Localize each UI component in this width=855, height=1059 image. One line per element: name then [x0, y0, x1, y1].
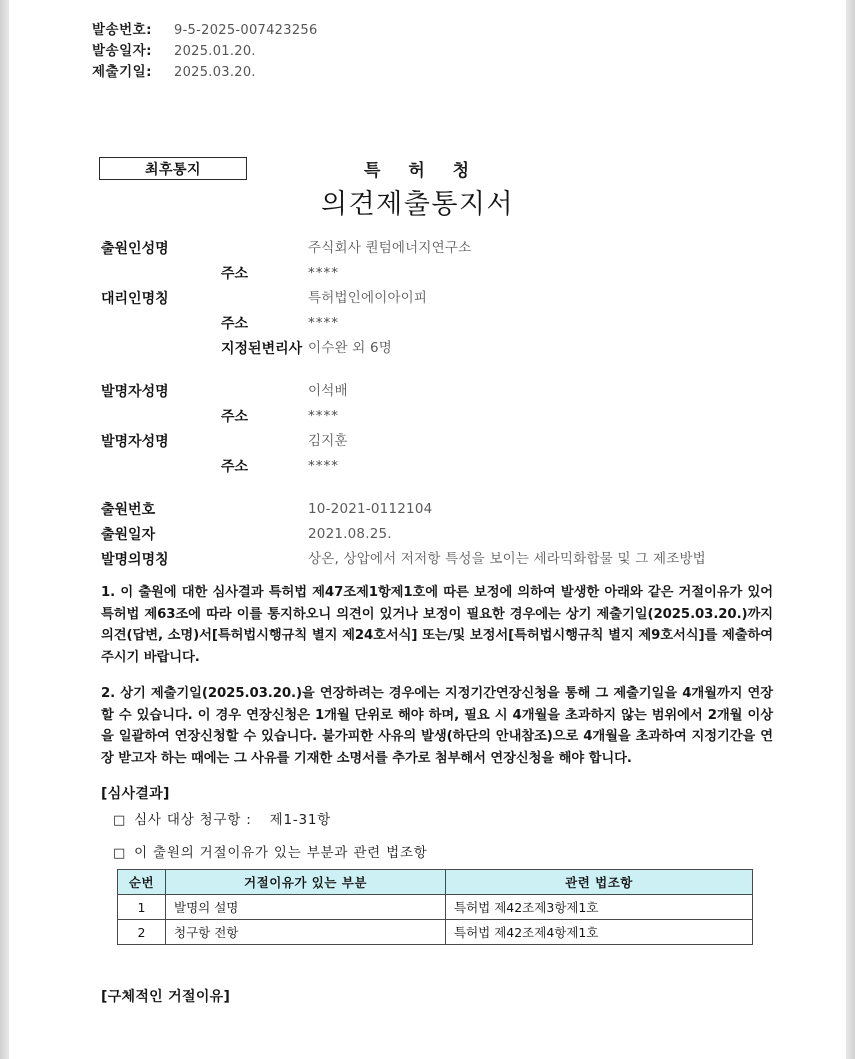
invention-title-label: 발명의명칭 — [101, 552, 169, 568]
agent-name-label: 대리인명칭 — [101, 291, 169, 307]
field-invention-title — [101, 549, 801, 574]
attorney-value: 이수완 외 6명 — [308, 340, 392, 356]
field-application-date — [101, 524, 801, 549]
field-attorney — [101, 338, 801, 363]
inventor1-name-value: 이석배 — [308, 383, 348, 399]
document-meta — [92, 18, 318, 81]
application-number-label: 출원번호 — [101, 502, 156, 518]
due-date-value: 2025.03.20. — [174, 65, 256, 80]
column-header-no: 순번 — [118, 870, 166, 895]
meta-row-dispatch-number — [92, 18, 318, 39]
application-date-value: 2021.08.25. — [308, 526, 392, 542]
agent-address-label: 주소 — [221, 316, 249, 332]
cell-part: 청구항 전항 — [166, 920, 446, 945]
dispatch-date-label: 발송일자: — [92, 43, 153, 59]
applicant-address-value: **** — [308, 265, 339, 281]
field-application-number — [101, 499, 801, 524]
meta-row-due-date — [92, 60, 318, 81]
inventor2-name-label: 발명자성명 — [101, 434, 169, 450]
agent-name-value: 특허법인에이아이피 — [308, 290, 428, 306]
cell-no: 1 — [118, 895, 166, 920]
detailed-reason-heading: [구체적인 거절이유] — [101, 989, 231, 1005]
column-header-law: 관련 법조항 — [446, 870, 753, 895]
rejection-reason-table — [117, 869, 753, 945]
dispatch-number-label: 발송번호: — [92, 22, 153, 38]
inventor2-address-value: **** — [308, 458, 339, 474]
checkbox-icon[interactable]: □ — [113, 846, 127, 861]
agent-address-value: **** — [308, 315, 339, 331]
examined-claims-label: 심사 대상 청구항 : — [134, 812, 252, 828]
application-date-label: 출원일자 — [101, 527, 156, 543]
cell-law: 특허법 제42조제3항제1호 — [446, 895, 753, 920]
field-inventor1-address — [101, 406, 801, 431]
field-gap-1 — [101, 363, 801, 381]
cell-law: 특허법 제42조제4항제1호 — [446, 920, 753, 945]
field-inventor1-name — [101, 381, 801, 406]
field-agent-name — [101, 288, 801, 313]
field-inventor2-address — [101, 456, 801, 481]
field-applicant-address — [101, 263, 801, 288]
field-inventor2-name — [101, 431, 801, 456]
page-title: 의견제출통지서 — [321, 189, 515, 220]
inventor1-name-label: 발명자성명 — [101, 384, 169, 400]
table-row — [118, 920, 753, 945]
examined-claims-value: 제1-31항 — [269, 812, 332, 828]
inventor2-address-label: 주소 — [221, 459, 249, 475]
application-number-value: 10-2021-0112104 — [308, 501, 433, 517]
field-applicant-name — [101, 238, 801, 263]
table-row — [118, 895, 753, 920]
final-notice-badge: 최후통지 — [99, 157, 247, 180]
applicant-name-label: 출원인성명 — [101, 241, 169, 257]
field-agent-address — [101, 313, 801, 338]
examined-claims-row — [113, 808, 331, 828]
inventor1-address-label: 주소 — [221, 409, 249, 425]
table-header-row — [118, 870, 753, 895]
applicant-address-label: 주소 — [221, 266, 249, 282]
attorney-label: 지정된변리사 — [221, 341, 303, 357]
cell-no: 2 — [118, 920, 166, 945]
dispatch-date-value: 2025.01.20. — [174, 44, 256, 59]
dispatch-number-value: 9-5-2025-007423256 — [174, 23, 318, 38]
examination-result-heading: [심사결과] — [101, 786, 170, 802]
inventor1-address-value: **** — [308, 408, 339, 424]
applicant-name-value: 주식회사 퀀텀에너지연구소 — [308, 240, 472, 256]
inventor2-name-value: 김지훈 — [308, 433, 348, 449]
page-edge-left — [0, 0, 9, 1059]
rejection-parts-label: 이 출원의 거절이유가 있는 부분과 관련 법조항 — [134, 845, 428, 861]
field-list — [101, 238, 801, 574]
cell-part: 발명의 설명 — [166, 895, 446, 920]
notice-paragraph-2: 2. 상기 제출기일(2025.03.20.)을 연장하려는 경우에는 지정기간연장신청을 통해 그 제출기일을 4개월까지 연장할 수 있습니다. 이 경우 연장신청은 1개월 단위로 해야 하며, 필요 시 4개월을 초과하지 않는 범위에서 2개월 이상을 일괄하여 연장신청할 수 있습니다. 불가피한 사유의 발생(하단의 안내참조)으로 4개월을 초과하여 지정기간을 연장 받고자 하는 때에는 그 사유를 기재한 소명서를 추가로 첨부해서 연장신청을 해야 합니다. — [101, 686, 773, 766]
checkbox-icon[interactable]: □ — [113, 813, 127, 828]
page-edge-right — [846, 0, 855, 1059]
column-header-part: 거절이유가 있는 부분 — [166, 870, 446, 895]
meta-row-dispatch-date — [92, 39, 318, 60]
due-date-label: 제출기일: — [92, 64, 153, 80]
field-gap-2 — [101, 481, 801, 499]
rejection-parts-row — [113, 841, 428, 861]
office-name: 특 허 청 — [364, 161, 481, 181]
document-page — [9, 0, 846, 1059]
notice-paragraph-1: 1. 이 출원에 대한 심사결과 특허법 제47조제1항제1호에 따른 보정에 의하여 발생한 아래와 같은 거절이유가 있어 특허법 제63조에 따라 이를 통지하오니 의견이 있거나 보정이 필요한 경우에는 상기 제출기일(2025.03.20.)까지 의견(답변, 소명)서[특허법시행규칙 별지 제24호서식] 또는/및 보정서[특허법시행규칙 별지 제9호서식]를 제출하여 주시기 바랍니다. — [101, 585, 773, 665]
invention-title-value: 상온, 상압에서 저저항 특성을 보이는 세라믹화합물 및 그 제조방법 — [308, 551, 706, 567]
